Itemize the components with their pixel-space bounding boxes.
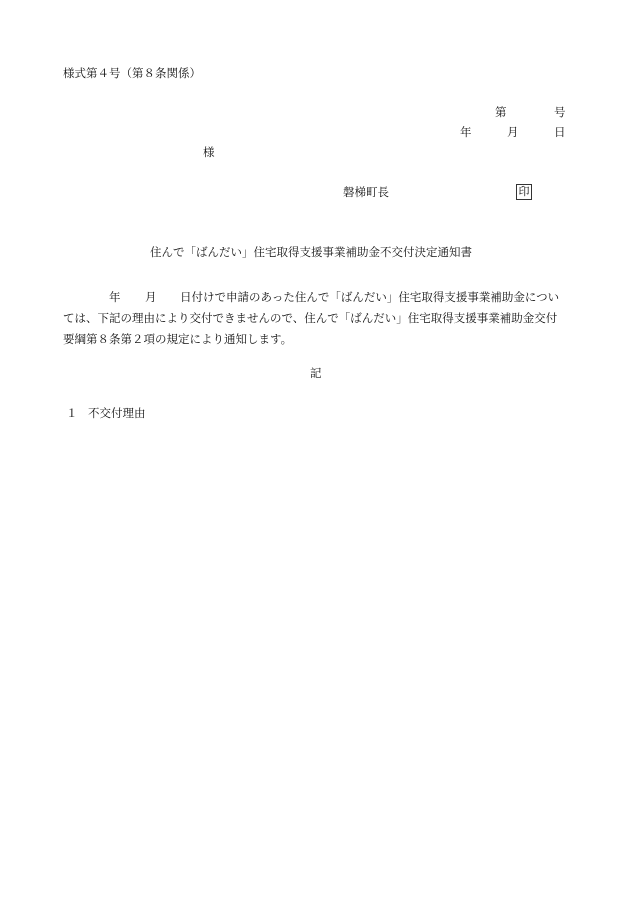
body-line-2: ては、下記の理由により交付できませんので、住んで「ばんだい」住宅取得支援事業補助金交付: [63, 311, 558, 325]
form-number: 様式第４号（第８条関係）: [63, 66, 201, 80]
body-month: 月: [145, 290, 157, 304]
item-number: １: [66, 406, 78, 420]
seal-mark: 印: [516, 184, 532, 200]
body-line-1: [63, 287, 568, 308]
body-line-3: 要綱第８条第２項の規定により通知します。: [63, 332, 293, 346]
item-label: 不交付理由: [88, 406, 146, 420]
body-line-1-text: 日付けで申請のあった住んで「ばんだい」住宅取得支援事業補助金につい: [180, 290, 560, 304]
document-title: 住んで「ばんだい」住宅取得支援事業補助金不交付決定通知書: [150, 245, 472, 259]
sender-title: 磐梯町長: [343, 185, 389, 199]
body-paragraph: [63, 287, 568, 350]
note-heading: 記: [310, 366, 322, 380]
date-month: 月: [507, 125, 519, 139]
date-day: 日: [554, 125, 566, 139]
doc-number-prefix: 第: [495, 105, 507, 119]
addressee-honorific: 様: [203, 145, 215, 159]
date-year: 年: [460, 125, 472, 139]
body-year: 年: [109, 290, 121, 304]
doc-number-suffix: 号: [554, 105, 566, 119]
